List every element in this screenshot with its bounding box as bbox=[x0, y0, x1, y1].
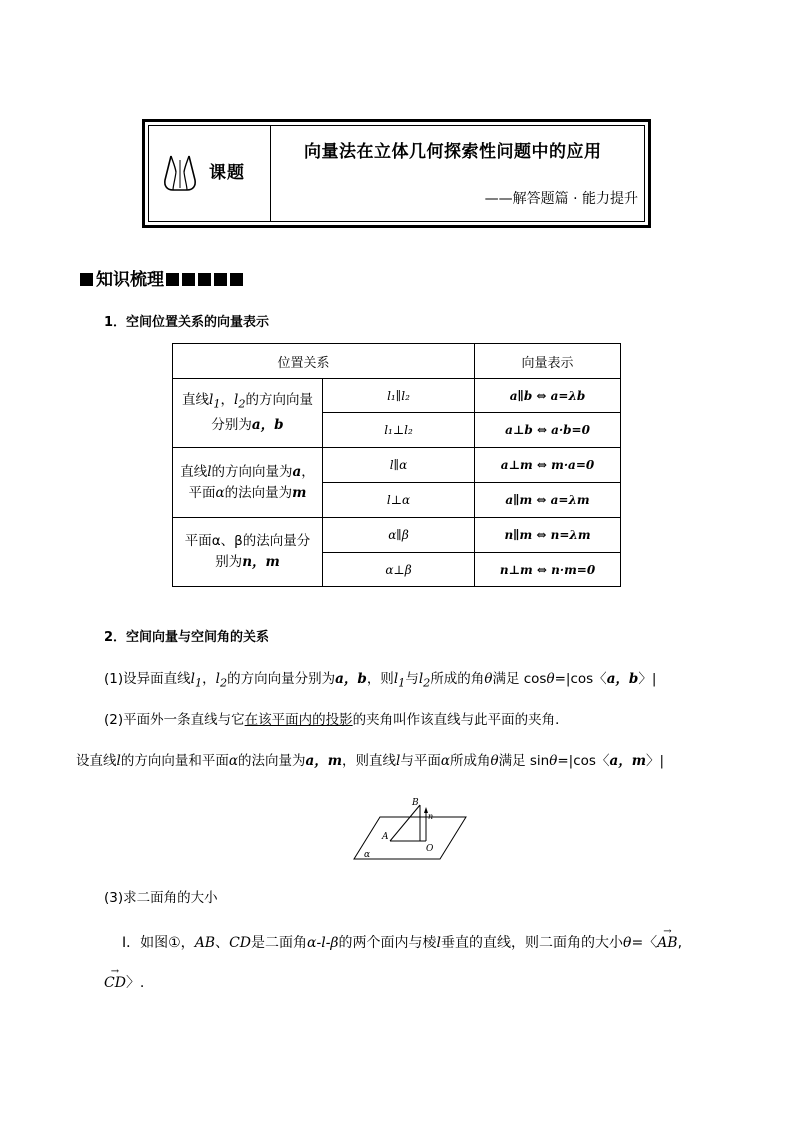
text: 设直线 bbox=[76, 753, 117, 769]
vector-cell: a∥b ⇔ a=λb bbox=[475, 379, 621, 413]
square-bullet-icon bbox=[214, 273, 227, 286]
desc-var: l bbox=[207, 463, 212, 480]
desc-var: $l_1$ bbox=[209, 392, 221, 411]
text: 的两个面内与棱 bbox=[338, 935, 437, 951]
text: 〉. bbox=[125, 975, 145, 991]
lesson-header-inner bbox=[148, 125, 645, 222]
text: 的法向量为 bbox=[237, 753, 306, 769]
paragraph-dihedral-heading: (3)求二面角的大小 bbox=[104, 890, 218, 906]
desc-var: n，m bbox=[242, 554, 280, 570]
plane-alpha-shape bbox=[354, 817, 466, 859]
text: 的方向向量分别为 bbox=[227, 671, 336, 687]
var: l bbox=[116, 753, 121, 769]
text: 与 bbox=[405, 671, 419, 687]
label-n: n bbox=[428, 812, 434, 821]
table-row bbox=[173, 518, 621, 553]
desc-text: 直线 bbox=[182, 392, 209, 409]
text: =|cos〈 bbox=[554, 671, 607, 687]
desc-var: a bbox=[292, 463, 302, 480]
group2-description: 直线l的方向向量为a， 平面α的法向量为m bbox=[173, 448, 323, 518]
text: 的夹角叫作该直线与此平面的夹角． bbox=[352, 712, 569, 728]
group1-description bbox=[173, 379, 323, 448]
label-O: O bbox=[426, 844, 434, 854]
relation-cell: l₁⊥l₂ bbox=[323, 413, 475, 448]
var: a，m bbox=[305, 753, 342, 769]
vector-AB bbox=[657, 926, 678, 951]
desc-text: 的法向量为 bbox=[224, 484, 293, 501]
var: α bbox=[440, 753, 450, 769]
desc-var: $l_2$ bbox=[234, 392, 246, 411]
desc-text: 直线 bbox=[180, 463, 208, 480]
desc-var: m bbox=[292, 484, 307, 501]
vector-cell: n⊥m ⇔ n·m=0 bbox=[475, 553, 621, 587]
desc-text: 的方向向量为 bbox=[211, 463, 293, 480]
lesson-logo-icon bbox=[161, 150, 199, 194]
section-heading-text: 知识梳理 bbox=[96, 270, 164, 290]
header-vector: 向量表示 bbox=[475, 344, 621, 379]
var: a，m bbox=[609, 753, 646, 769]
text: 所成角 bbox=[449, 753, 491, 769]
underlined-text: 在该平面内的投影 bbox=[244, 712, 353, 728]
var: a，b bbox=[335, 671, 367, 687]
paragraph-dihedral-case-1 bbox=[122, 926, 683, 952]
text: 的方向向量和平面 bbox=[120, 753, 229, 769]
text: (1)设异面直线 bbox=[104, 671, 191, 687]
var: $l_2$ bbox=[418, 671, 431, 690]
lesson-subtitle: ——解答题篇 · 能力提升 bbox=[484, 191, 638, 207]
var: α-l-β bbox=[307, 935, 339, 951]
desc-text: 平面 bbox=[188, 484, 216, 501]
paragraph-dihedral-case-1-cont bbox=[104, 966, 145, 992]
paragraph-line-plane-definition bbox=[104, 708, 569, 728]
var: l bbox=[436, 935, 442, 951]
header-relation bbox=[173, 344, 475, 379]
text: (2)平面外一条直线与它 bbox=[104, 712, 245, 728]
subheading-2: 2．空间向量与空间角的关系 bbox=[104, 630, 270, 645]
var: CD bbox=[104, 975, 126, 991]
var: a，b bbox=[606, 671, 639, 687]
line-AB bbox=[390, 805, 420, 841]
table-row bbox=[173, 448, 621, 483]
desc-text: ， bbox=[220, 392, 234, 409]
relation-cell: α∥β bbox=[323, 518, 475, 553]
line-plane-diagram bbox=[352, 795, 468, 863]
relation-cell: l⊥α bbox=[323, 483, 475, 518]
label-alpha: α bbox=[364, 850, 371, 860]
text: ，则直线 bbox=[342, 753, 396, 769]
relation-cell: α⊥β bbox=[323, 553, 475, 587]
square-bullet-icon bbox=[198, 273, 211, 286]
desc-var: α bbox=[215, 484, 225, 501]
text: =|cos〈 bbox=[557, 753, 610, 769]
var: θ bbox=[549, 753, 558, 769]
text: 所成的角 bbox=[430, 671, 485, 687]
paragraph-line-plane-angle bbox=[76, 749, 664, 769]
var: $l_1$ bbox=[190, 671, 203, 690]
square-bullet-icon bbox=[182, 273, 195, 286]
var: CD bbox=[229, 935, 252, 951]
var: l bbox=[396, 753, 401, 769]
var: $l_2$ bbox=[215, 671, 228, 690]
text: 〉| bbox=[646, 753, 665, 769]
label-A: A bbox=[382, 832, 389, 842]
desc-var: a，b bbox=[251, 416, 284, 433]
desc-text: 别为 bbox=[215, 554, 243, 570]
subheading-1: 1．空间位置关系的向量表示 bbox=[104, 315, 270, 330]
var: θ bbox=[484, 671, 493, 687]
lesson-title: 向量法在立体几何探索性问题中的应用 bbox=[304, 142, 602, 162]
var: AB bbox=[657, 935, 678, 951]
vector-CD bbox=[104, 966, 126, 991]
text: 垂直的直线，则二面角的大小 bbox=[441, 935, 624, 951]
relation-cell: l₁∥l₂ bbox=[323, 379, 475, 413]
label-B: B bbox=[412, 798, 419, 808]
header-divider bbox=[270, 126, 271, 221]
var: θ bbox=[623, 935, 632, 951]
lesson-label: 课题 bbox=[209, 163, 245, 183]
vector-cell: a∥m ⇔ a=λm bbox=[475, 483, 621, 518]
vector-arrow-icon: → bbox=[110, 966, 120, 977]
var: AB bbox=[194, 935, 216, 951]
text: 、 bbox=[215, 935, 230, 951]
var: θ bbox=[490, 753, 499, 769]
lesson-header bbox=[142, 119, 651, 228]
relation-cell: l∥α bbox=[323, 448, 475, 483]
group3-description bbox=[173, 518, 323, 587]
vector-cell: a⊥m ⇔ m·a=0 bbox=[475, 448, 621, 483]
desc-text: 平面α、β的法向量分 bbox=[184, 533, 311, 549]
desc-text: 的方向向量 bbox=[245, 392, 313, 409]
table-row bbox=[173, 379, 621, 413]
text: 是二面角 bbox=[251, 935, 308, 951]
text: ， bbox=[202, 671, 216, 687]
vector-cell: n∥m ⇔ n=λm bbox=[475, 518, 621, 553]
vector-cell: a⊥b ⇔ a·b=0 bbox=[475, 413, 621, 448]
text: 满足 sin bbox=[498, 753, 550, 769]
var: α bbox=[228, 753, 238, 769]
vector-relation-table bbox=[172, 343, 621, 587]
text: 〉| bbox=[638, 671, 657, 687]
table-header-row bbox=[173, 344, 621, 379]
text: Ⅰ．如图①， bbox=[122, 935, 195, 951]
text: 与平面 bbox=[400, 753, 441, 769]
header-relation-text: 位置关系 bbox=[277, 355, 330, 371]
paragraph-skew-lines bbox=[104, 667, 656, 690]
text: =〈 bbox=[631, 935, 658, 951]
vector-arrow-icon: → bbox=[663, 926, 672, 937]
square-bullet-icon bbox=[166, 273, 179, 286]
desc-text: 分别为 bbox=[211, 416, 252, 433]
square-bullet-icon bbox=[230, 273, 243, 286]
var: θ bbox=[546, 671, 555, 687]
text: 满足 cos bbox=[492, 671, 547, 687]
text: , bbox=[677, 935, 683, 951]
section-heading bbox=[80, 265, 246, 290]
text: ，则 bbox=[366, 671, 394, 687]
var: $l_1$ bbox=[393, 671, 406, 690]
square-bullet-icon bbox=[80, 273, 93, 286]
